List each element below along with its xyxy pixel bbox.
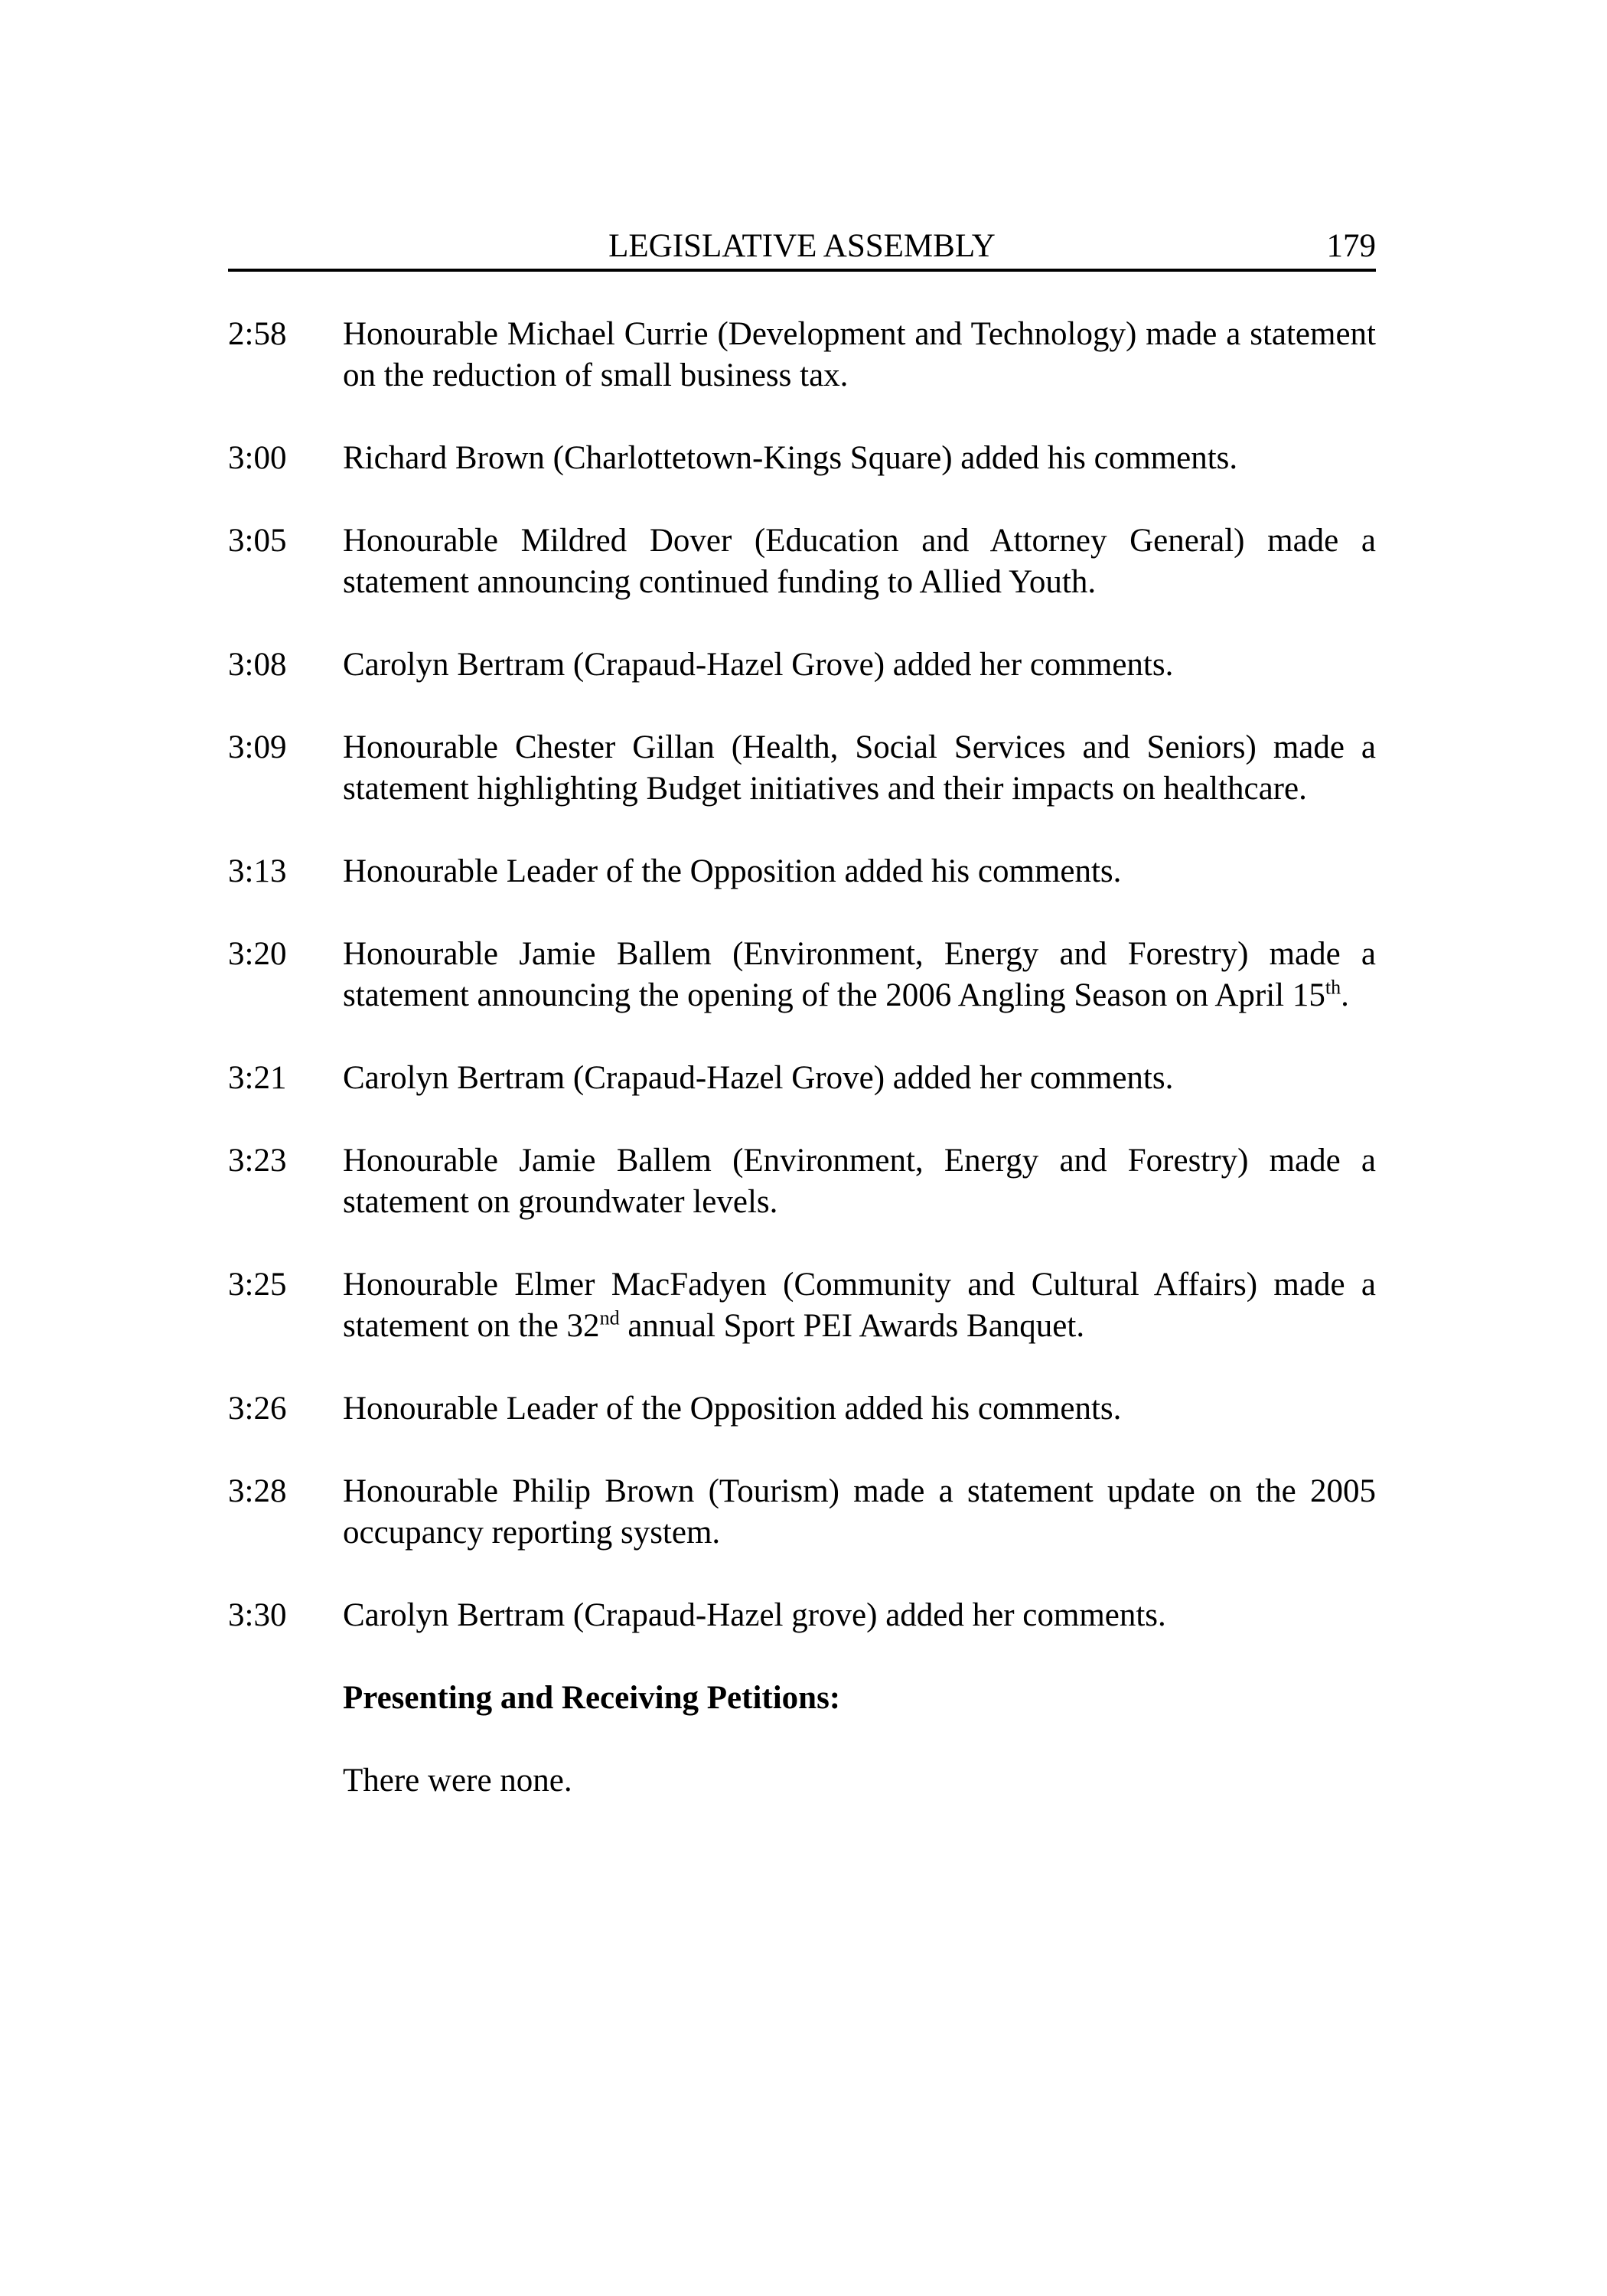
page-number: 179: [1326, 228, 1376, 264]
entry-time: 3:23: [228, 1143, 287, 1179]
entry-text: Carolyn Bertram (Crapaud-Hazel Grove) added her comments.: [343, 1060, 1174, 1096]
section-body-petitions: There were none.: [343, 1763, 572, 1799]
proceeding-entry: [228, 520, 1376, 603]
proceeding-entry: [228, 1264, 1376, 1347]
entry-text: [343, 934, 1376, 1016]
entry-text: Honourable Philip Brown (Tourism) made a statement update on the 2005 occupancy reporting system.: [343, 1473, 1376, 1551]
entry-time: 3:25: [228, 1267, 287, 1303]
entry-text: Honourable Mildred Dover (Education and Attorney General) made a statement announcing continued funding to Allied Youth.: [343, 523, 1376, 600]
entry-time: 2:58: [228, 316, 287, 352]
entry-time: 3:26: [228, 1391, 287, 1427]
proceeding-entry: [228, 1388, 1376, 1430]
document-page: [228, 0, 1376, 2296]
entry-text: Honourable Michael Currie (Development and Technology) made a statement on the reduction of small business tax.: [343, 316, 1376, 393]
entry-time: 3:30: [228, 1597, 287, 1633]
proceeding-entry: [228, 1058, 1376, 1099]
entry-text-end: .: [1341, 977, 1349, 1013]
entry-time: 3:13: [228, 853, 287, 889]
entry-text: [343, 1264, 1376, 1347]
page-header: [228, 224, 1376, 272]
proceeding-entry: [228, 1471, 1376, 1554]
entry-time: 3:28: [228, 1473, 287, 1509]
ordinal-suffix: nd: [599, 1306, 620, 1329]
proceeding-entry: [228, 851, 1376, 892]
header-title: LEGISLATIVE ASSEMBLY: [608, 228, 996, 264]
entry-text: Honourable Leader of the Opposition added his comments.: [343, 853, 1122, 889]
proceeding-entry: [228, 1140, 1376, 1223]
entry-text-main: Honourable Jamie Ballem (Environment, Energy and Forestry) made a statement announcing the opening of the 2006 Angling Season on April 15: [343, 936, 1376, 1013]
entry-text: Honourable Chester Gillan (Health, Social Services and Seniors) made a statement highlighting Budget initiatives and their impacts on healthcare.: [343, 729, 1376, 807]
entry-text-end: annual Sport PEI Awards Banquet.: [619, 1308, 1085, 1344]
section-heading-petitions: Presenting and Receiving Petitions:: [343, 1680, 841, 1716]
entry-text-main: Honourable Elmer MacFadyen (Community and Cultural Affairs) made a statement on the 32: [343, 1267, 1376, 1344]
entry-text: Richard Brown (Charlottetown-Kings Square) added his comments.: [343, 440, 1238, 476]
entry-time: 3:09: [228, 729, 287, 765]
proceedings-list: [228, 314, 1376, 1802]
ordinal-suffix: th: [1325, 976, 1341, 999]
entry-time: 3:08: [228, 647, 287, 683]
entry-text: Honourable Leader of the Opposition added his comments.: [343, 1391, 1122, 1427]
entry-time: 3:00: [228, 440, 287, 476]
entry-text: Carolyn Bertram (Crapaud-Hazel Grove) added her comments.: [343, 647, 1174, 683]
entry-time: 3:20: [228, 936, 287, 972]
proceeding-entry: [228, 1595, 1376, 1636]
proceeding-entry: [228, 438, 1376, 479]
proceeding-entry: [228, 934, 1376, 1016]
entry-text: Carolyn Bertram (Crapaud-Hazel grove) added her comments.: [343, 1597, 1166, 1633]
entry-time: 3:21: [228, 1060, 287, 1096]
proceeding-entry: [228, 727, 1376, 810]
entry-text: Honourable Jamie Ballem (Environment, Energy and Forestry) made a statement on groundwater levels.: [343, 1143, 1376, 1220]
entry-time: 3:05: [228, 523, 287, 559]
proceeding-entry: [228, 314, 1376, 396]
proceeding-entry: [228, 644, 1376, 686]
